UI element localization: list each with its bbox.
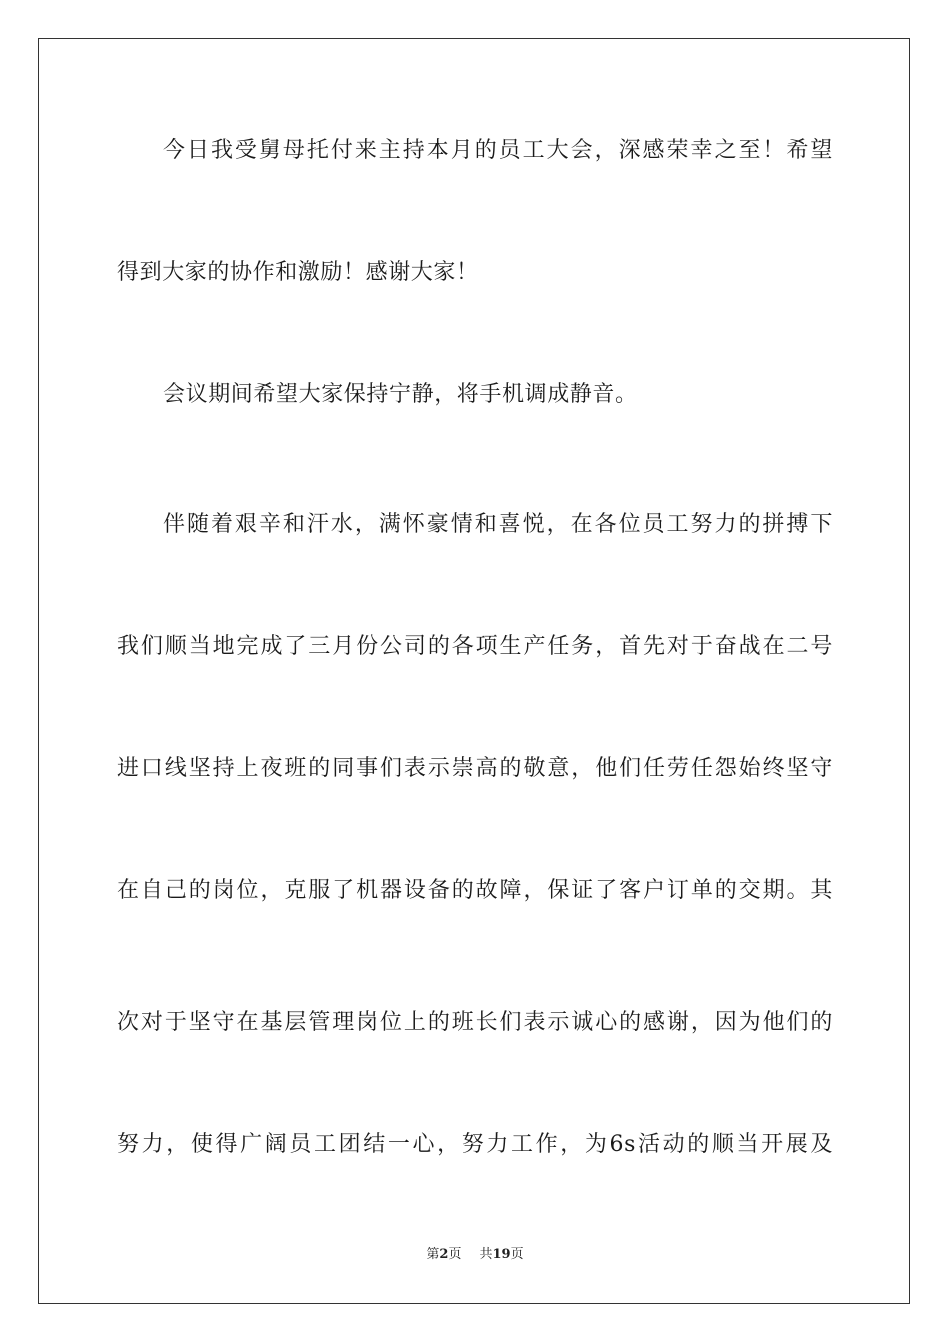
page-footer — [0, 1247, 950, 1263]
paragraph-line: 在自己的岗位，克服了机器设备的故障，保证了客户订单的交期。其 — [117, 878, 833, 903]
total-label-suffix: 页 — [510, 1247, 524, 1262]
total-page-count: 19 — [492, 1247, 511, 1262]
paragraph-line: 进口线坚持上夜班的同事们表示崇高的敬意，他们任劳任怨始终坚守 — [117, 756, 833, 781]
page-label-prefix: 第 — [426, 1247, 440, 1262]
total-label-prefix: 共 — [479, 1247, 493, 1262]
paragraph-line: 会议期间希望大家保持宁静，将手机调成静音。 — [163, 382, 638, 407]
paragraph-line: 次对于坚守在基层管理岗位上的班长们表示诚心的感谢，因为他们的 — [117, 1010, 833, 1035]
paragraph-line: 今日我受舅母托付来主持本月的员工大会，深感荣幸之至！希望 — [163, 138, 833, 163]
paragraph-line: 得到大家的协作和激励！感谢大家！ — [117, 260, 479, 285]
page-border — [38, 38, 910, 1304]
current-page-number: 2 — [439, 1247, 449, 1262]
paragraph-line: 伴随着艰辛和汗水，满怀豪情和喜悦，在各位员工努力的拼搏下 — [163, 512, 833, 537]
paragraph-line: 我们顺当地完成了三月份公司的各项生产任务，首先对于奋战在二号 — [117, 634, 833, 659]
paragraph-line: 努力，使得广阔员工团结一心，努力工作，为6s活动的顺当开展及 — [117, 1132, 833, 1157]
page-label-suffix: 页 — [448, 1247, 462, 1262]
